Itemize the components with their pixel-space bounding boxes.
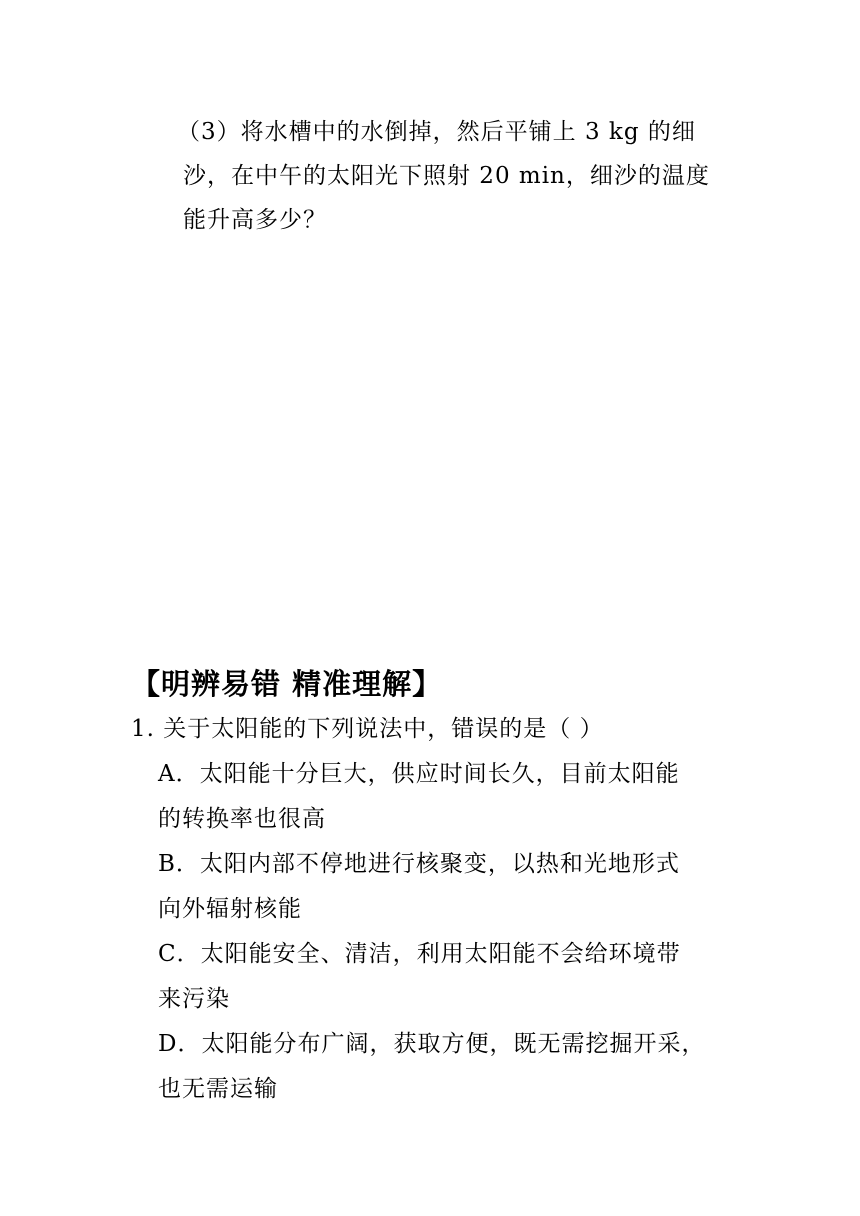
question-1 [131, 707, 751, 1112]
option-a-line-1: A．太阳能十分巨大，供应时间长久，目前太阳能 [158, 761, 680, 787]
option-a-line-2: 的转换率也很高 [158, 806, 326, 832]
option-c [158, 932, 751, 1022]
problem-line: （3）将水槽中的水倒掉，然后平铺上 3 kg 的细 [177, 119, 696, 145]
option-b-line-1: B．太阳内部不停地进行核聚变，以热和光地形式 [158, 851, 680, 877]
option-b-line-2: 向外辐射核能 [158, 896, 302, 922]
option-c-line-2: 来污染 [158, 986, 230, 1012]
option-d-line-1: D．太阳能分布广阔，获取方便，既无需挖掘开采， [158, 1031, 706, 1057]
problem-line: 沙，在中午的太阳光下照射 20 min，细沙的温度 [183, 163, 710, 189]
option-c-line-1: C．太阳能安全、清洁，利用太阳能不会给环境带 [158, 941, 681, 967]
question-stem: 1. 关于太阳能的下列说法中，错误的是（ ） [131, 716, 604, 742]
problem-part-3 [177, 110, 743, 242]
option-d-line-2: 也无需运输 [158, 1076, 278, 1102]
option-a [158, 752, 751, 842]
option-list [158, 752, 751, 1112]
option-d [158, 1022, 751, 1112]
section-title: 【明辨易错 精准理解】 [131, 667, 443, 701]
problem-line: 能升高多少？ [183, 207, 327, 233]
option-b [158, 842, 751, 932]
